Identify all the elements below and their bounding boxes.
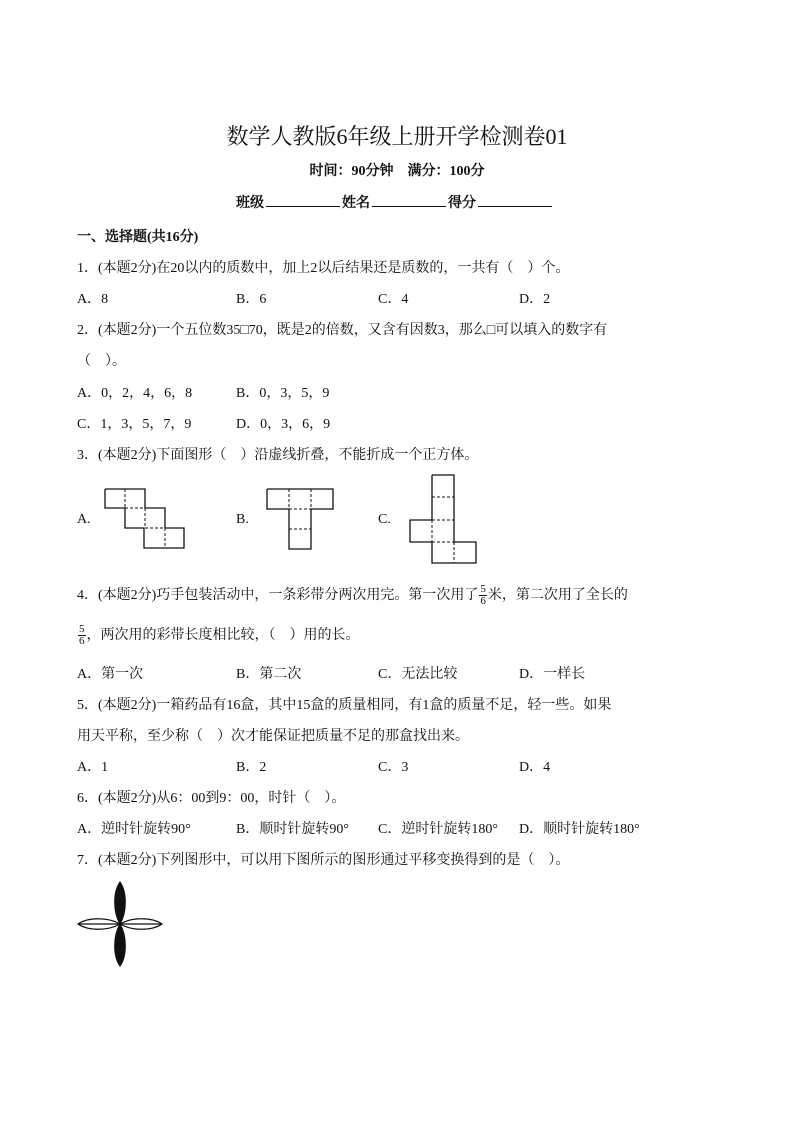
q1-option-b[interactable]: B．6 <box>236 292 267 307</box>
q3-option-a[interactable]: A. <box>77 512 91 527</box>
frac-numerator: 5 <box>480 583 486 596</box>
q5-option-b[interactable]: B．2 <box>236 760 267 775</box>
question-1: 1．(本题2分)在20以内的质数中，加上2以后结果还是质数的，一共有（ ）个。 <box>77 261 570 276</box>
q4-option-b[interactable]: B．第二次 <box>236 667 302 682</box>
q4-option-a[interactable]: A．第一次 <box>77 667 144 682</box>
class-blank[interactable] <box>266 192 340 207</box>
q5-option-c[interactable]: C．3 <box>378 760 409 775</box>
net-b-figure <box>266 488 334 551</box>
frac-numerator: 5 <box>79 623 85 636</box>
q4-option-d[interactable]: D．一样长 <box>519 667 586 682</box>
class-label: 班级 <box>236 196 264 211</box>
frac-denominator: 6 <box>480 595 486 608</box>
q2-option-c[interactable]: C．1，3，5，7，9 <box>77 417 192 432</box>
q5-option-d[interactable]: D．4 <box>519 760 551 775</box>
q4-text-part1: 4．(本题2分)巧手包装活动中，一条彩带分两次用完。第一次用了 <box>77 588 479 603</box>
q1-option-d[interactable]: D．2 <box>519 292 551 307</box>
q2-option-d[interactable]: D．0，3，6，9 <box>236 417 331 432</box>
page-title: 数学人教版6年级上册开学检测卷01 <box>226 124 568 149</box>
q4-fraction-1 <box>479 584 487 607</box>
question-4-line2 <box>77 624 360 647</box>
exam-time-info: 时间：90分钟 满分：100分 <box>309 164 485 179</box>
question-6: 6．(本题2分)从6：00到9：00，时针（ ）。 <box>77 791 346 806</box>
question-2-line1: 2．(本题2分)一个五位数35□70，既是2的倍数，又含有因数3，那么□可以填入的数字有 <box>77 323 608 338</box>
q2-option-a[interactable]: A．0，2，4，6，8 <box>77 386 193 401</box>
q4-option-c[interactable]: C．无法比较 <box>378 667 458 682</box>
q6-option-b[interactable]: B．顺时针旋转90° <box>236 822 349 837</box>
question-7: 7．(本题2分)下列图形中，可以用下图所示的图形通过平移变换得到的是（ ）。 <box>77 853 570 868</box>
student-info-line <box>236 192 554 212</box>
q2-option-b[interactable]: B．0，3，5，9 <box>236 386 330 401</box>
q1-option-c[interactable]: C．4 <box>378 292 409 307</box>
q6-option-d[interactable]: D．顺时针旋转180° <box>519 822 640 837</box>
q6-option-c[interactable]: C．逆时针旋转180° <box>378 822 498 837</box>
q4-fraction-2 <box>78 624 86 647</box>
question-3: 3．(本题2分)下面图形（ ）沿虚线折叠，不能折成一个正方体。 <box>77 448 479 463</box>
question-4-line1 <box>77 584 628 607</box>
question-2-line2: （ ）。 <box>77 354 126 369</box>
q6-option-a[interactable]: A．逆时针旋转90° <box>77 822 191 837</box>
name-blank[interactable] <box>372 192 446 207</box>
score-label: 得分 <box>448 196 476 211</box>
q4-text-part3: ，两次用的彩带长度相比较，（ ）用的长。 <box>86 628 360 643</box>
section-heading: 一、选择题(共16分) <box>77 230 199 245</box>
frac-denominator: 6 <box>79 635 85 648</box>
net-a-figure <box>104 488 186 550</box>
four-leaf-figure <box>76 880 164 968</box>
q3-option-b[interactable]: B. <box>236 512 249 527</box>
question-5-line2: 用天平称，至少称（ ）次才能保证把质量不足的那盒找出来。 <box>77 729 469 744</box>
net-c-figure <box>408 474 478 565</box>
question-5-line1: 5．(本题2分)一箱药品有16盒，其中15盒的质量相同，有1盒的质量不足，轻一些。如果 <box>77 698 612 713</box>
name-label: 姓名 <box>342 196 370 211</box>
score-blank[interactable] <box>478 192 552 207</box>
q4-text-part2: 米，第二次用了全长的 <box>487 588 628 603</box>
q5-option-a[interactable]: A．1 <box>77 760 109 775</box>
q1-option-a[interactable]: A．8 <box>77 292 109 307</box>
q3-option-c[interactable]: C. <box>378 512 391 527</box>
